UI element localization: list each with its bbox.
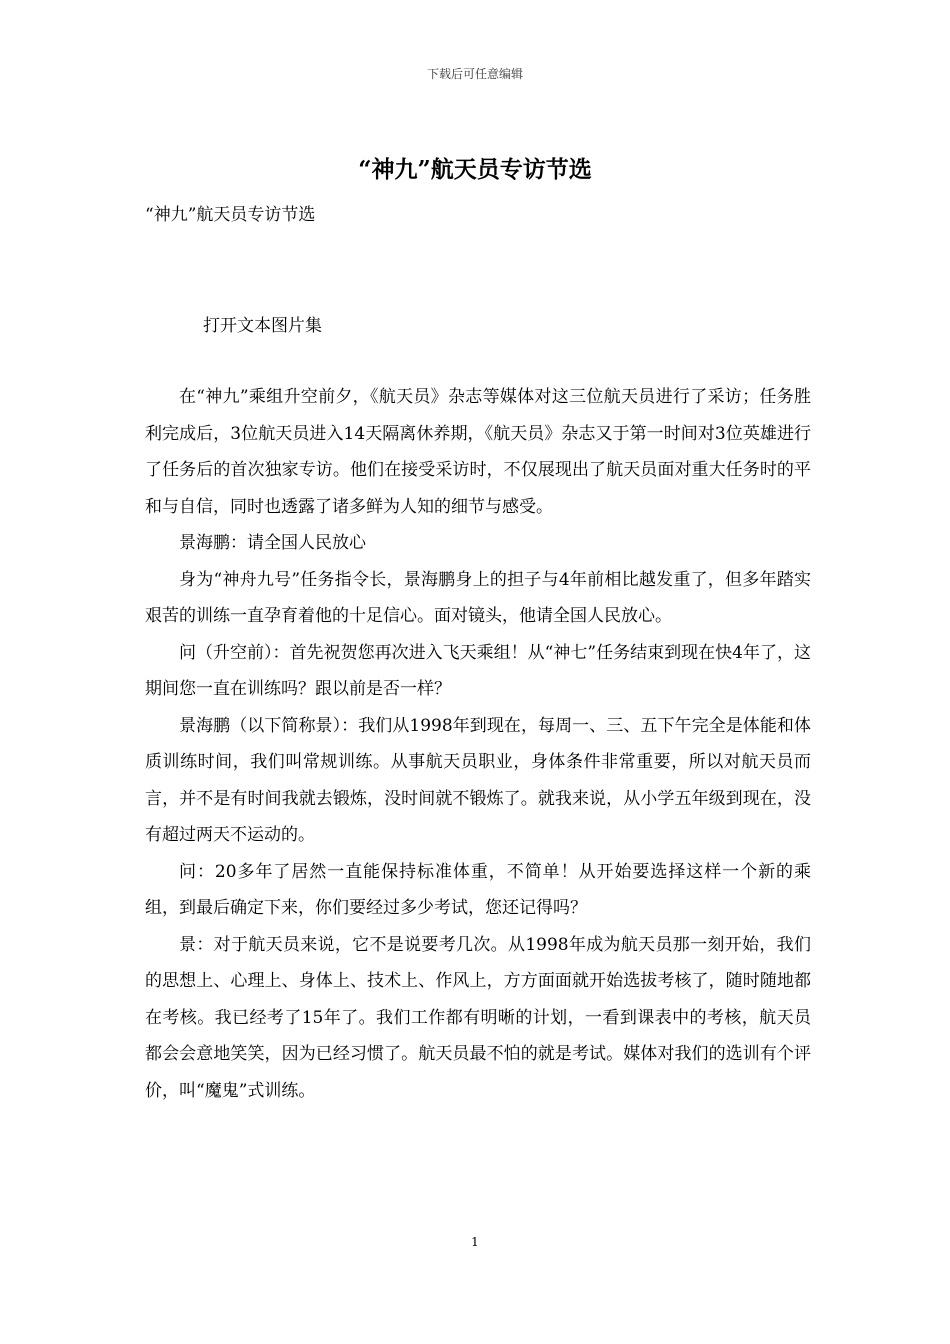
article-body <box>145 379 811 1109</box>
header-note: 下载后可任意编辑 <box>426 67 523 81</box>
paragraph-intro: 在“神九”乘组升空前夕，《航天员》杂志等媒体对这三位航天员进行了采访；任务胜利完成后，3位航天员进入14天隔离休养期，《航天员》杂志又于第一时间对3位英雄进行了任务后的首次独家专访。他们在接受采访时，不仅展现出了航天员面对重大任务时的平和与自信，同时也透露了诸多鲜为人知的细节与感受。 <box>145 387 811 517</box>
paragraph: 身为“神舟九号”任务指令长，景海鹏身上的担子与4年前相比越发重了，但多年踏实艰苦的训练一直孕育着他的十足信心。面对镜头，他请全国人民放心。 <box>145 569 811 626</box>
paragraph-question: 问：20多年了居然一直能保持标准体重，不简单！从开始要选择这样一个新的乘组，到最后确定下来，你们要经过多少考试，您还记得吗？ <box>145 861 811 918</box>
page-number: 1 <box>471 1235 479 1249</box>
image-gallery-link[interactable]: 打开文本图片集 <box>203 316 322 336</box>
paragraph-answer: 景：对于航天员来说，它不是说要考几次。从1998年成为航天员那一刻开始，我们的思想上、心理上、身体上、技术上、作风上，方方面面就开始选拔考核了，随时随地都在考核。我已经考了15年了。我们工作都有明晰的计划，一看到课表中的考核，航天员都会会意地笑笑，因为已经习惯了。航天员最不怕的就是考试。媒体对我们的选训有个评价，叫“魔鬼”式训练。 <box>145 934 811 1101</box>
paragraph-answer: 景海鹏（以下简称景）：我们从1998年到现在，每周一、三、五下午完全是体能和体质训练时间，我们叫常规训练。从事航天员职业，身体条件非常重要，所以对航天员而言，并不是有时间我就去锻炼，没时间就不锻炼了。就我来说，从小学五年级到现在，没有超过两天不运动的。 <box>145 715 811 845</box>
section-heading: 景海鹏：请全国人民放心 <box>179 533 366 553</box>
paragraph-question: 问（升空前）：首先祝贺您再次进入飞天乘组！从“神七”任务结束到现在快4年了，这期间您一直在训练吗？跟以前是否一样？ <box>145 642 811 699</box>
document-title: “神九”航天员专访节选 <box>358 156 592 183</box>
document-subtitle: “神九”航天员专访节选 <box>145 205 316 225</box>
